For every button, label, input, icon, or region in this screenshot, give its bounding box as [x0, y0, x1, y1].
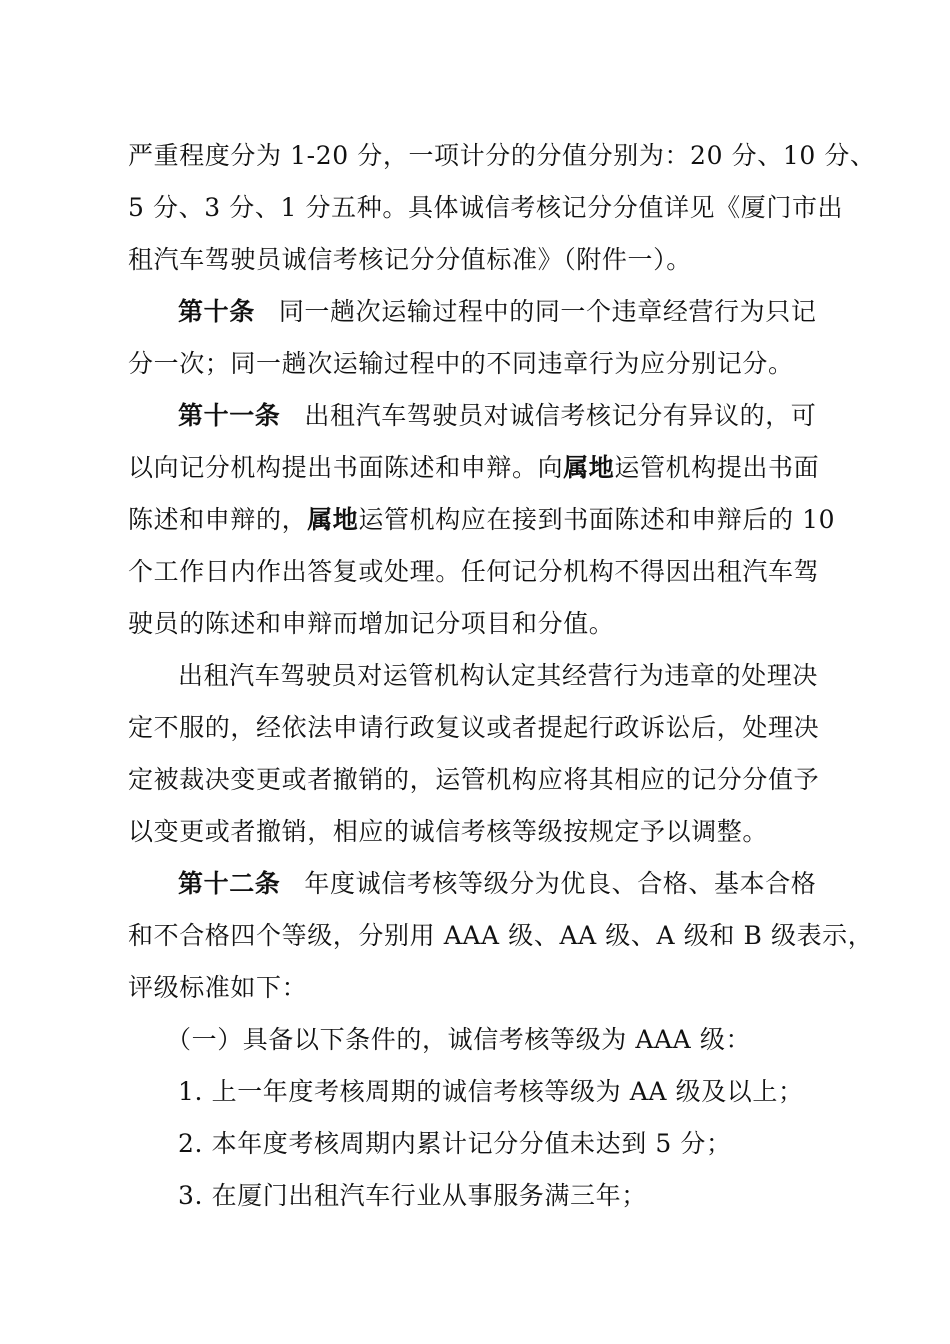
- article-12: [128, 858, 874, 1014]
- text-line: [128, 286, 840, 338]
- text-line: 严重程度分为 1-20 分，一项计分的分值分别为：20 分、10 分、: [128, 141, 876, 170]
- text-line: 驶员的陈述和申辩而增加记分项目和分值。: [128, 609, 615, 638]
- article-11: [128, 390, 840, 650]
- text-line: 定被裁决变更或者撤销的，运管机构应将其相应的记分分值予: [128, 765, 820, 794]
- article-text: 年度诚信考核等级分为优良、合格、基本合格: [304, 869, 817, 898]
- article-10: [128, 286, 840, 390]
- text-line: [128, 442, 840, 494]
- article-heading: 第十一条: [178, 401, 281, 430]
- list-item: 3. 在厦门出租汽车行业从事服务满三年；: [178, 1181, 647, 1210]
- criteria-list: [128, 1014, 840, 1222]
- text-segment: 运管机构应在接到书面陈述和申辩后的 10: [358, 505, 836, 534]
- text-line: 以变更或者撤销，相应的诚信考核等级按规定予以调整。: [128, 817, 769, 846]
- text-line: [128, 858, 840, 910]
- list-intro: （一）具备以下条件的，诚信考核等级为 AAA 级：: [166, 1025, 752, 1054]
- list-item: 2. 本年度考核周期内累计记分分值未达到 5 分；: [178, 1129, 732, 1158]
- text-line: [128, 494, 840, 546]
- list-item: 1. 上一年度考核周期的诚信考核等级为 AA 级及以上；: [178, 1077, 804, 1106]
- text-line: 评级标准如下：: [128, 973, 308, 1002]
- text-line: 个工作日内作出答复或处理。任何记分机构不得因出租汽车驾: [128, 557, 820, 586]
- text-segment: 陈述和申辩的，: [128, 505, 308, 534]
- article-text: 同一趟次运输过程中的同一个违章经营行为只记: [278, 297, 817, 326]
- text-line: [128, 390, 840, 442]
- text-line: 租汽车驾驶员诚信考核记分分值标准》（附件一）。: [128, 245, 692, 274]
- text-line: 定不服的，经依法申请行政复议或者提起行政诉讼后，处理决: [128, 713, 820, 742]
- emphasis-text: 属地: [563, 453, 615, 482]
- document-body: [128, 130, 876, 1222]
- paragraph-scoring-scale: [128, 130, 876, 286]
- text-line: 和不合格四个等级，分别用 AAA 级、AA 级、A 级和 B 级表示，: [128, 921, 874, 950]
- text-line: 5 分、3 分、1 分五种。具体诚信考核记分分值详见《厦门市出: [128, 193, 844, 222]
- article-heading: 第十二条: [178, 869, 281, 898]
- article-heading: 第十条: [178, 297, 255, 326]
- text-line: 分一次；同一趟次运输过程中的不同违章行为应分别记分。: [128, 349, 794, 378]
- article-text: 出租汽车驾驶员对诚信考核记分有异议的，可: [304, 401, 817, 430]
- text-segment: 运管机构提出书面: [614, 453, 820, 482]
- emphasis-text: 属地: [307, 505, 359, 534]
- text-line: 出租汽车驾驶员对运管机构认定其经营行为违章的处理决: [178, 661, 819, 690]
- paragraph-administrative-review: [128, 650, 840, 858]
- text-segment: 以向记分机构提出书面陈述和申辩。向: [128, 453, 564, 482]
